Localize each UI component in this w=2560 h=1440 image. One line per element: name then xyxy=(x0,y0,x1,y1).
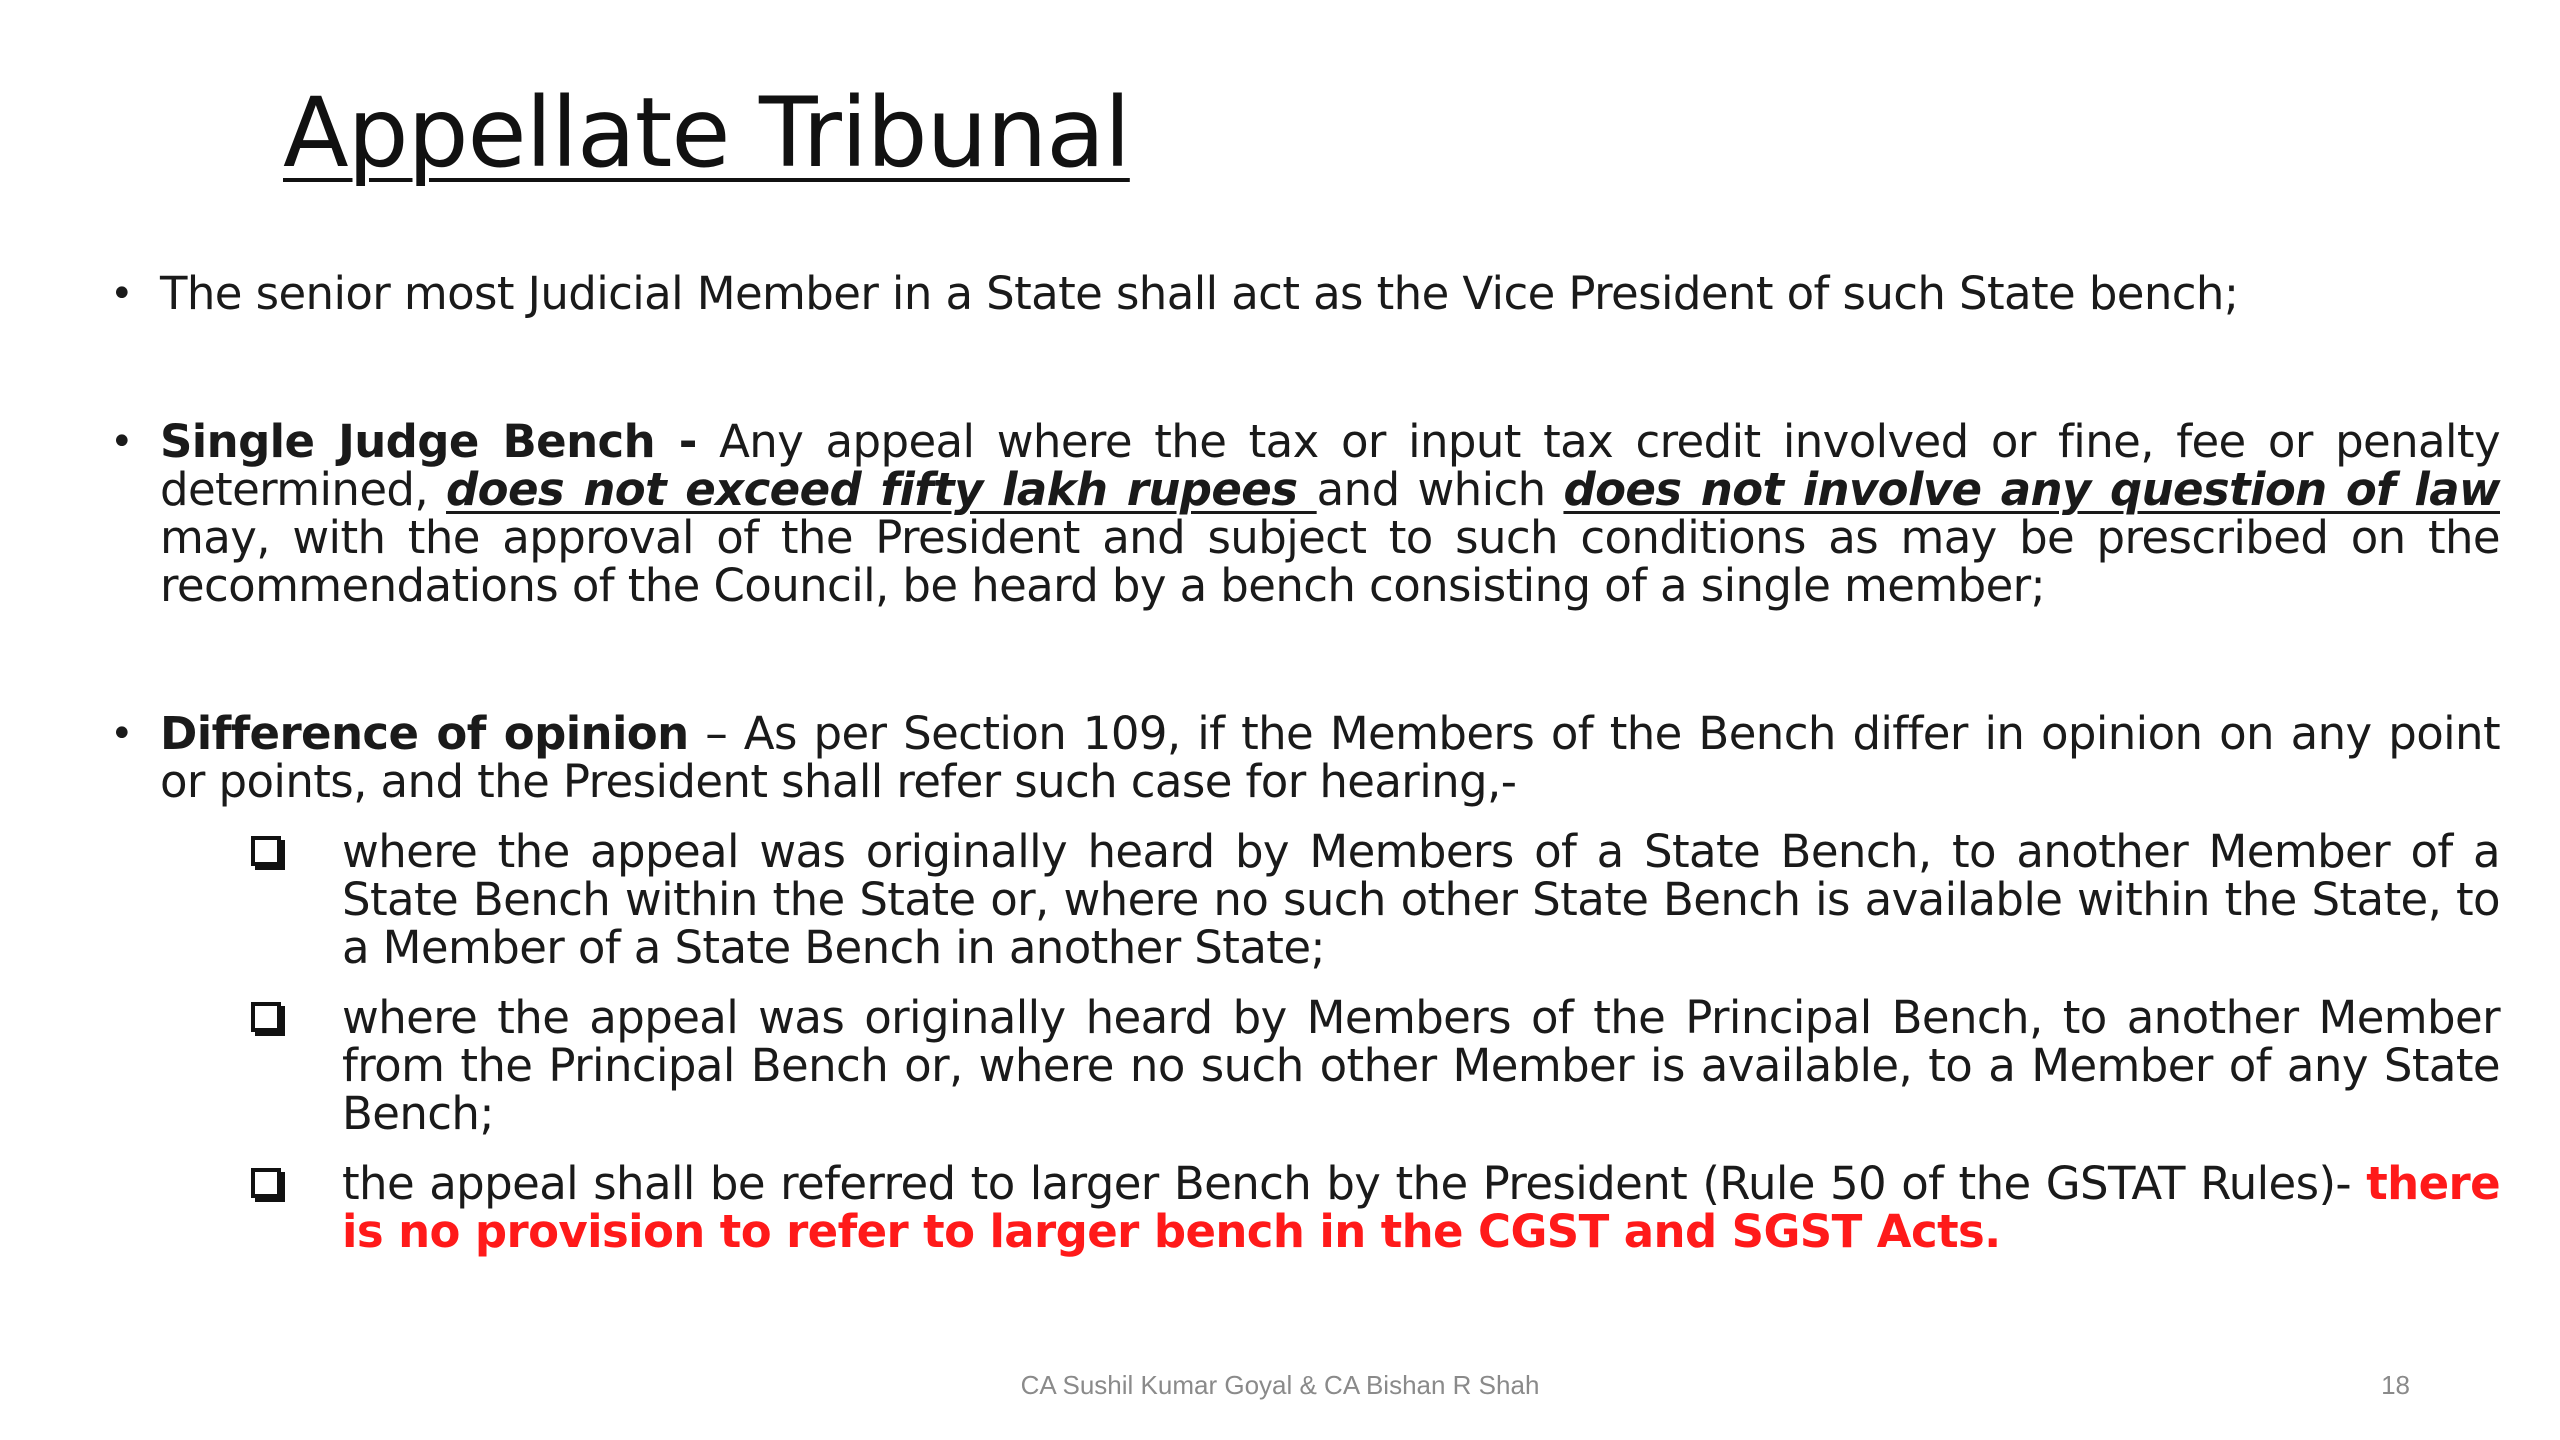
bullet-text-part: Any appeal where the tax or input tax credit involved or fine, fee or penalty determined, xyxy=(160,415,2500,516)
sub-item-text: where the appeal was originally heard by Members of the Principal Bench, to another Member from the Principal Bench or, where no such other Member is available, to a Member of any State Bench; xyxy=(342,991,2500,1140)
checkbox-square-icon xyxy=(251,1002,281,1032)
bullet-dot-icon: • xyxy=(110,711,133,757)
bullet-dot-icon: • xyxy=(110,271,133,317)
bullet-heading: Difference of opinion xyxy=(160,707,689,760)
bullet-vice-president xyxy=(110,267,2500,320)
sub-item-text: where the appeal was originally heard by Members of a State Bench, to another Member of a State Bench within the State or, where no such other State Bench is available within the State, to a Member of a State Bench in another State; xyxy=(342,825,2500,974)
sub-item-principal-bench xyxy=(110,991,2500,1140)
bullet-text-part: and which xyxy=(1316,463,1564,516)
emphasis-fifty-lakh: does not exceed fifty lakh rupees xyxy=(446,463,1317,516)
bullet-dot-icon: • xyxy=(110,419,133,465)
bullet-single-judge-bench xyxy=(110,415,2500,612)
sub-item-larger-bench xyxy=(110,1157,2500,1258)
bullet-difference-of-opinion xyxy=(110,707,2501,808)
checkbox-square-icon xyxy=(251,1168,281,1198)
bullet-text-part: may, with the approval of the President and subject to such conditions as may be prescribed on the recommendations of the Council, be heard by a bench consisting of a single member; xyxy=(160,511,2500,612)
sub-item-state-bench xyxy=(110,825,2500,974)
bullet-text: – As per Section 109, if the Members of the Bench differ in opinion on any point or points, and the President shall refer such case for hearing,- xyxy=(160,707,2501,808)
page-title: Appellate Tribunal xyxy=(283,77,1130,189)
checkbox-square-icon xyxy=(251,836,281,866)
slide-content xyxy=(110,267,2501,1258)
highlight-no-provision: there is no provision to refer to larger bench in the CGST and SGST Acts. xyxy=(342,1157,2500,1258)
footer-authors: CA Sushil Kumar Goyal & CA Bishan R Shah xyxy=(1020,1370,1540,1400)
bullet-heading: Single Judge Bench - xyxy=(160,415,697,468)
sub-item-text: the appeal shall be referred to larger Bench by the President (Rule 50 of the GSTAT Rules)- xyxy=(342,1157,2367,1210)
bullet-text: The senior most Judicial Member in a State shall act as the Vice President of such State bench; xyxy=(160,267,2239,320)
emphasis-question-of-law: does not involve any question of law xyxy=(1563,463,2500,516)
page-number: 18 xyxy=(2381,1370,2410,1400)
